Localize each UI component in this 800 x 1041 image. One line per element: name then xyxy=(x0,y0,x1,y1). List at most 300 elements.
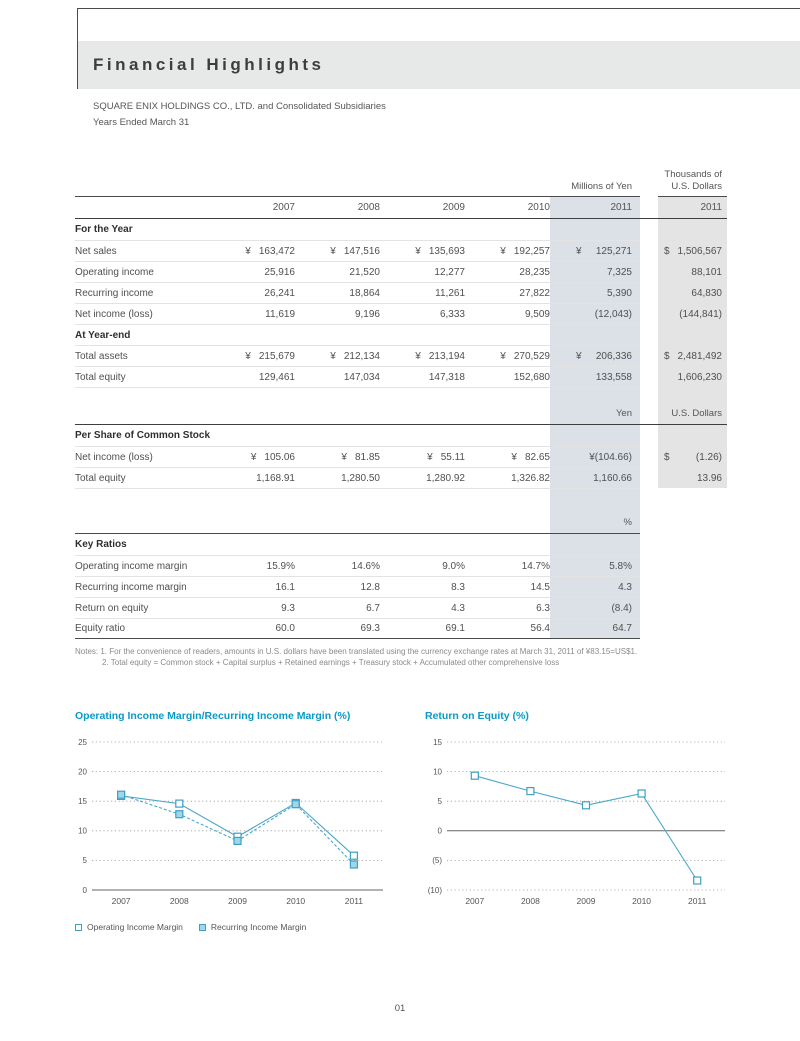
unit-label: % xyxy=(550,488,640,534)
cell xyxy=(465,282,550,303)
note-line: 2. Total equity = Common stock + Capital surplus + Retained earnings + Treasury stock + Accumulated other comprehensive loss xyxy=(102,658,560,667)
cell xyxy=(295,467,380,488)
value: 125,271 xyxy=(595,245,632,257)
value: 27,822 xyxy=(519,287,550,299)
cell xyxy=(295,366,380,387)
table-section-heading-row xyxy=(75,425,727,446)
cell xyxy=(465,425,550,446)
currency-symbol: ¥ xyxy=(415,245,421,257)
cell xyxy=(295,446,380,467)
cell xyxy=(380,324,465,345)
filled-square-marker-icon xyxy=(199,924,206,931)
gap-cell xyxy=(640,303,658,324)
table-years-row xyxy=(75,197,727,219)
chart-return-on-equity xyxy=(425,710,727,916)
series-line xyxy=(121,796,354,856)
legend-item xyxy=(199,922,306,932)
value: 64.7 xyxy=(612,623,632,634)
currency-symbol: $ xyxy=(664,350,670,362)
chart-plot xyxy=(75,734,385,916)
cell xyxy=(465,366,550,387)
row-label: Total equity xyxy=(75,467,225,488)
cell xyxy=(465,446,550,467)
cell xyxy=(465,261,550,282)
cell xyxy=(225,446,295,467)
section-heading: Key Ratios xyxy=(75,539,127,550)
cell xyxy=(295,303,380,324)
cell xyxy=(225,555,295,576)
cell xyxy=(295,219,380,240)
gap-cell xyxy=(640,555,658,576)
cell xyxy=(380,219,465,240)
row-label: Net sales xyxy=(75,240,225,261)
section-heading: For the Year xyxy=(75,224,133,235)
cell xyxy=(380,366,465,387)
currency-symbol: ¥ xyxy=(245,245,251,257)
value: 6.7 xyxy=(366,602,380,614)
cell xyxy=(295,597,380,618)
cell xyxy=(225,534,295,555)
currency-symbol: ¥ xyxy=(427,451,433,463)
cell xyxy=(225,219,295,240)
year-header: 2010 xyxy=(465,197,550,219)
value: 69.3 xyxy=(360,623,380,634)
cell xyxy=(225,324,295,345)
cell xyxy=(380,534,465,555)
row-label: Equity ratio xyxy=(75,618,225,639)
chart-legend xyxy=(75,922,385,932)
spacer-cell xyxy=(295,163,380,197)
period-label: Years Ended March 31 xyxy=(93,116,190,128)
cell: Thousands of xyxy=(664,169,722,180)
row-label: Net income (loss) xyxy=(75,303,225,324)
currency-symbol: ¥ xyxy=(576,350,582,362)
value: 25,916 xyxy=(264,266,295,278)
gap-cell xyxy=(640,618,658,639)
value: 4.3 xyxy=(618,581,632,593)
page-number: 01 xyxy=(394,1003,406,1014)
y-tick-label: 0 xyxy=(82,885,87,895)
data-point-marker xyxy=(583,802,590,809)
year-header: 2011 xyxy=(658,197,727,219)
cell xyxy=(225,261,295,282)
cell xyxy=(658,366,727,387)
value: 147,516 xyxy=(343,245,380,257)
series-line xyxy=(121,795,354,865)
value: 64,830 xyxy=(691,287,722,299)
table-row xyxy=(75,282,727,303)
table-row xyxy=(75,345,727,366)
cell xyxy=(658,261,727,282)
cell xyxy=(658,425,727,446)
currency-symbol: ¥ xyxy=(341,451,347,463)
cell xyxy=(225,467,295,488)
currency-symbol: ¥ xyxy=(250,451,257,463)
value: 55.11 xyxy=(440,451,465,463)
section-heading: At Year-end xyxy=(75,324,225,345)
value: 14.5 xyxy=(530,581,550,593)
cell xyxy=(295,261,380,282)
value: 1,326.82 xyxy=(511,472,550,484)
year-header: 2011 xyxy=(550,197,640,219)
cell xyxy=(550,425,640,446)
value: 7,325 xyxy=(606,266,632,278)
cell xyxy=(465,618,550,639)
value: 16.1 xyxy=(275,581,295,593)
cell xyxy=(380,597,465,618)
y-tick-label: 10 xyxy=(433,767,442,777)
spacer-cell xyxy=(380,387,465,425)
cell: U.S. Dollars xyxy=(671,180,722,192)
cell xyxy=(465,597,550,618)
cell xyxy=(550,467,640,488)
table-column-units-row xyxy=(75,163,727,197)
value: 2,481,492 xyxy=(677,350,722,362)
value: 26,241 xyxy=(264,287,295,299)
currency-symbol: ¥ xyxy=(415,350,421,362)
gap-cell xyxy=(640,163,658,197)
y-tick-label: 5 xyxy=(82,856,87,866)
cell xyxy=(465,240,550,261)
cell xyxy=(550,576,640,597)
currency-symbol: ¥ xyxy=(245,350,251,362)
cell xyxy=(658,219,727,240)
currency-symbol: ¥ xyxy=(330,245,336,257)
x-tick-label: 2011 xyxy=(344,896,364,906)
cell xyxy=(380,261,465,282)
y-tick-label: 15 xyxy=(433,737,442,747)
value: 9,196 xyxy=(354,308,380,320)
row-label: Recurring income xyxy=(75,282,225,303)
value: 135,693 xyxy=(428,245,465,257)
gap-cell xyxy=(640,282,658,303)
year-header: 2007 xyxy=(225,197,295,219)
value: (144,841) xyxy=(679,308,722,320)
spacer-cell xyxy=(75,197,225,219)
x-tick-label: 2009 xyxy=(228,896,247,906)
value: 152,680 xyxy=(513,371,550,383)
table-unit-row xyxy=(75,488,727,534)
value: 5,390 xyxy=(606,287,632,299)
cell xyxy=(380,618,465,639)
data-point-marker xyxy=(118,791,125,798)
currency-symbol: ¥ xyxy=(500,350,506,362)
row-label: Operating income margin xyxy=(75,555,225,576)
company-name: SQUARE ENIX HOLDINGS CO., LTD. and Consolidated Subsidiaries xyxy=(93,101,386,112)
table-row xyxy=(75,597,727,618)
gap-cell xyxy=(640,488,658,534)
value: 270,529 xyxy=(513,350,550,362)
value: 8.3 xyxy=(451,581,465,593)
spacer-cell xyxy=(295,387,380,425)
value: 5.8% xyxy=(609,560,632,572)
y-tick-label: 0 xyxy=(437,826,442,836)
cell xyxy=(658,555,727,576)
x-tick-label: 2011 xyxy=(688,896,707,906)
x-tick-label: 2008 xyxy=(169,896,189,906)
currency-symbol: ¥ xyxy=(500,245,506,257)
data-point-marker xyxy=(176,811,183,818)
spacer-cell xyxy=(75,488,225,534)
value: 11,261 xyxy=(435,287,465,299)
cell xyxy=(658,282,727,303)
data-point-marker xyxy=(234,837,241,844)
value: 1,168.91 xyxy=(256,472,295,484)
cell xyxy=(380,467,465,488)
value: 192,257 xyxy=(513,245,550,257)
table-row xyxy=(75,576,727,597)
value: 6.3 xyxy=(536,602,550,614)
cell xyxy=(465,467,550,488)
currency-symbol: $ xyxy=(664,451,670,463)
data-point-marker xyxy=(471,772,478,779)
table-row xyxy=(75,446,727,467)
chart-plot xyxy=(425,734,727,916)
y-tick-label: 10 xyxy=(78,826,87,836)
cell xyxy=(295,576,380,597)
cell xyxy=(295,324,380,345)
gap-cell xyxy=(640,345,658,366)
gap-cell xyxy=(640,597,658,618)
chart-canvas xyxy=(75,734,385,916)
cell xyxy=(550,555,640,576)
y-tick-label: 20 xyxy=(78,767,87,777)
spacer-cell xyxy=(225,387,295,425)
spacer-cell xyxy=(465,488,550,534)
data-point-marker xyxy=(350,852,357,859)
cell xyxy=(225,597,295,618)
row-label: Operating income xyxy=(75,261,225,282)
row-label: Net income (loss) xyxy=(75,446,225,467)
chart-title: Return on Equity (%) xyxy=(425,710,529,722)
cell xyxy=(550,219,640,240)
value: 4.3 xyxy=(451,602,465,614)
y-tick-label: 15 xyxy=(78,797,87,806)
table-row xyxy=(75,303,727,324)
cell xyxy=(380,555,465,576)
unit-label-usd xyxy=(658,163,727,197)
value: 18,864 xyxy=(349,287,380,299)
value: 13.96 xyxy=(696,472,722,484)
cell xyxy=(225,345,295,366)
gap-cell xyxy=(640,534,658,555)
cell xyxy=(295,282,380,303)
cell xyxy=(658,324,727,345)
spacer-cell xyxy=(75,387,225,425)
cell xyxy=(658,240,727,261)
spacer-cell xyxy=(75,163,225,197)
gap-cell xyxy=(640,446,658,467)
gap-cell xyxy=(640,425,658,446)
cell xyxy=(550,446,640,467)
cell xyxy=(550,240,640,261)
value: 6,333 xyxy=(439,308,465,320)
spacer-cell xyxy=(295,488,380,534)
unit-label-yen: Millions of Yen xyxy=(550,163,640,197)
gap-cell xyxy=(640,324,658,345)
cell xyxy=(295,345,380,366)
y-tick-label: 5 xyxy=(437,797,442,806)
cell xyxy=(550,366,640,387)
value: 147,318 xyxy=(428,371,465,383)
cell xyxy=(465,219,550,240)
cell xyxy=(225,366,295,387)
cell xyxy=(550,261,640,282)
x-tick-label: 2009 xyxy=(576,896,596,906)
unit-label: U.S. Dollars xyxy=(658,387,727,425)
table-row xyxy=(75,366,727,387)
y-tick-label: (10) xyxy=(427,885,442,895)
legend-label: Recurring Income Margin xyxy=(210,922,307,932)
data-point-marker xyxy=(527,788,534,795)
currency-symbol: ¥ xyxy=(576,245,582,257)
unit-label xyxy=(658,488,727,534)
value: (8.4) xyxy=(611,602,632,614)
spacer-cell xyxy=(380,163,465,197)
cell xyxy=(658,618,727,639)
value: 1,280.50 xyxy=(341,472,380,484)
cell xyxy=(465,555,550,576)
value: 213,194 xyxy=(428,350,465,362)
top-border-line xyxy=(77,8,800,9)
cell xyxy=(658,345,727,366)
value: 56.4 xyxy=(530,623,550,634)
cell xyxy=(225,576,295,597)
series-line xyxy=(475,776,697,881)
x-tick-label: 2008 xyxy=(520,896,540,906)
table-section-heading-row xyxy=(75,324,727,345)
table-notes xyxy=(75,646,725,668)
row-label: Recurring income margin xyxy=(75,576,225,597)
data-point-marker xyxy=(176,800,183,807)
cell xyxy=(465,345,550,366)
x-tick-label: 2010 xyxy=(632,896,652,906)
open-square-marker-icon xyxy=(75,924,82,931)
data-point-marker xyxy=(292,801,299,808)
financial-table xyxy=(75,163,727,639)
cell xyxy=(380,446,465,467)
value: 88,101 xyxy=(691,266,722,278)
cell xyxy=(658,534,727,555)
cell xyxy=(380,303,465,324)
cell xyxy=(658,467,727,488)
spacer-cell xyxy=(465,387,550,425)
cell xyxy=(465,303,550,324)
gap-cell xyxy=(640,261,658,282)
gap-cell xyxy=(640,387,658,425)
value: (1.26) xyxy=(695,451,722,463)
page-title: Financial Highlights xyxy=(93,55,325,74)
value: 60.0 xyxy=(275,623,295,634)
unit-label: Yen xyxy=(550,387,640,425)
gap-cell xyxy=(640,467,658,488)
cell xyxy=(380,282,465,303)
cell xyxy=(225,425,295,446)
chart-title: Operating Income Margin/Recurring Income Margin (%) xyxy=(75,710,351,722)
value: 12,277 xyxy=(434,266,465,278)
value: 1,606,230 xyxy=(677,371,722,383)
currency-symbol: $ xyxy=(664,245,670,257)
cell xyxy=(550,324,640,345)
spacer-cell xyxy=(465,163,550,197)
cell xyxy=(550,303,640,324)
y-tick-label: 25 xyxy=(78,737,87,747)
table-section-heading-row xyxy=(75,534,727,555)
section-heading: Per Share of Common Stock xyxy=(75,430,211,441)
value: 105.06 xyxy=(264,451,295,463)
spacer-cell xyxy=(225,488,295,534)
table-row xyxy=(75,555,727,576)
value: 133,558 xyxy=(595,371,632,383)
cell xyxy=(225,240,295,261)
row-label: Return on equity xyxy=(75,597,225,618)
x-tick-label: 2007 xyxy=(111,896,131,906)
value: 1,506,567 xyxy=(677,245,722,257)
cell xyxy=(550,618,640,639)
cell xyxy=(225,282,295,303)
value: 11,619 xyxy=(265,308,295,320)
value: 1,280.92 xyxy=(426,472,465,484)
gap-cell xyxy=(640,366,658,387)
value: 9,509 xyxy=(524,308,550,320)
value: 82.65 xyxy=(524,451,550,463)
year-header: 2009 xyxy=(380,197,465,219)
cell xyxy=(658,597,727,618)
x-tick-label: 2007 xyxy=(465,896,485,906)
gap-cell xyxy=(640,219,658,240)
table-section-heading-row xyxy=(75,219,727,240)
value: 14.7% xyxy=(521,560,550,572)
cell xyxy=(550,345,640,366)
value: (12,043) xyxy=(594,308,632,320)
value: 129,461 xyxy=(258,371,295,383)
currency-symbol: ¥ xyxy=(511,451,517,463)
cell xyxy=(465,324,550,345)
gap-cell xyxy=(640,576,658,597)
value: 1,160.66 xyxy=(593,472,632,484)
row-label: Total assets xyxy=(75,345,225,366)
cell xyxy=(295,555,380,576)
value: 9.3 xyxy=(281,602,295,614)
spacer-cell xyxy=(380,488,465,534)
value: ¥(104.66) xyxy=(589,451,632,463)
table-row xyxy=(75,261,727,282)
cell xyxy=(658,303,727,324)
cell xyxy=(465,534,550,555)
value: 81.85 xyxy=(354,451,380,463)
cell xyxy=(380,345,465,366)
year-header: 2008 xyxy=(295,197,380,219)
cell xyxy=(380,425,465,446)
value: 15.9% xyxy=(266,560,295,572)
cell xyxy=(550,597,640,618)
cell xyxy=(295,425,380,446)
gap-cell xyxy=(640,197,658,219)
cell xyxy=(380,240,465,261)
value: 12.8 xyxy=(360,581,380,593)
note-line: Notes: 1. For the convenience of readers, amounts in U.S. dollars have been translated using the currency exchange rates at March 31, 2011 of ¥83.15=US$1. xyxy=(75,647,638,656)
table-row xyxy=(75,618,727,639)
cell xyxy=(465,576,550,597)
x-tick-label: 2010 xyxy=(286,896,306,906)
value: 147,034 xyxy=(343,371,380,383)
table-unit-row xyxy=(75,387,727,425)
value: 9.0% xyxy=(442,560,465,572)
cell xyxy=(295,618,380,639)
cell xyxy=(380,576,465,597)
value: 21,520 xyxy=(349,266,380,278)
chart-canvas xyxy=(425,734,727,916)
